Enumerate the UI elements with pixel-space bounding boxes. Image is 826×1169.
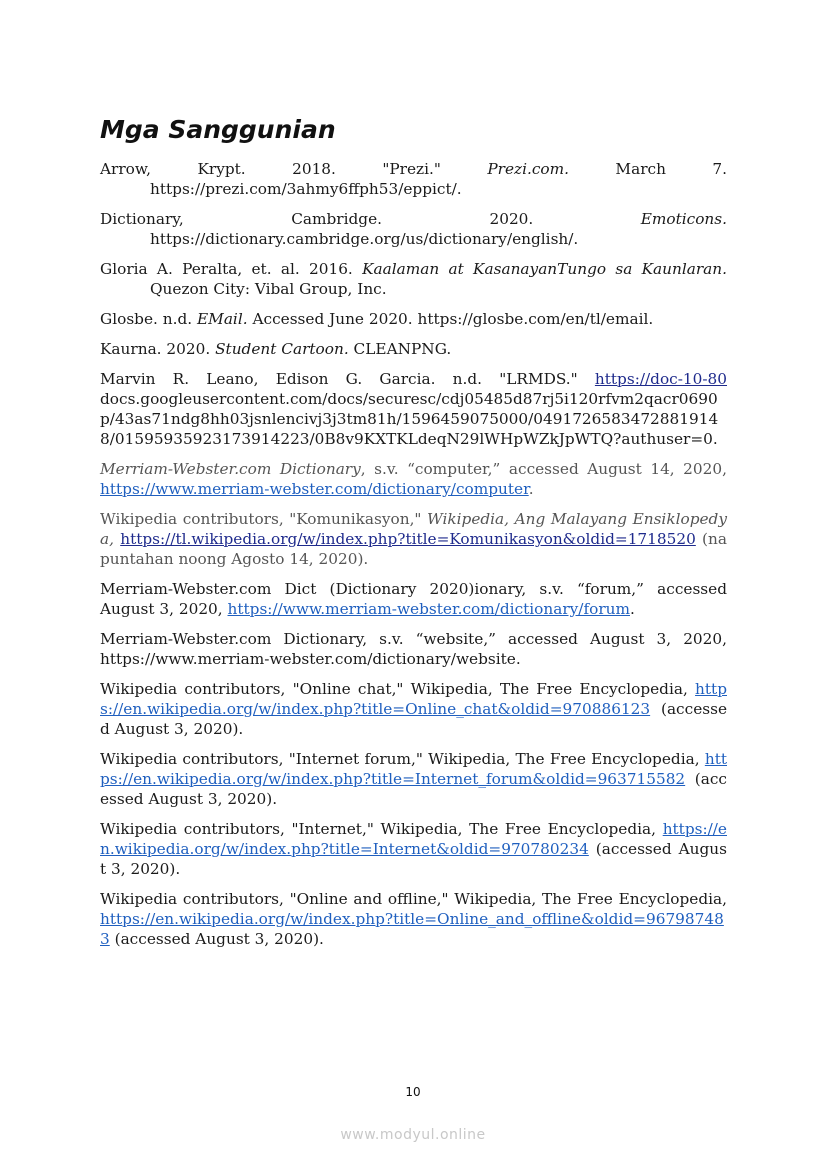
ref-text: Accessed June 2020. https://glosbe.com/en/tl/email. [247,310,654,328]
ref-text: . [528,480,534,498]
ref-text: Merriam-Webster.com Dictionary, s.v. “website,” accessed August 3, 2020, https://www.merriam-webster.com/dictionary/website. [100,630,727,668]
ref-text: CLEANPNG. [348,340,452,358]
ref-text: Wikipedia contributors, "Internet," Wikipedia, The Free Encyclopedia, [100,820,663,838]
ref-text: Kaurna. 2020. [100,340,216,358]
ref-link[interactable]: https://www.merriam-webster.com/dictionary/forum [227,600,630,618]
reference-kaurna [100,339,727,359]
ref-title: Student Cartoon. [215,340,349,358]
ref-link[interactable]: https://en.wikipedia.org/w/index.php?title=Internet&oldid=970780234 [100,820,727,858]
footer-watermark: www.modyul.online [340,1127,486,1143]
ref-text: Gloria A. Peralta, et. al. 2016. [100,260,363,278]
ref-text: Arrow, Krypt. 2018. "Prezi." [100,160,488,178]
reference-peralta [100,259,727,299]
ref-title: EMail. [196,310,248,328]
ref-text: Glosbe. n.d. [100,310,197,328]
ref-text: March 7. https://prezi.com/3ahmy6ffph53/eppict/. [150,160,727,198]
ref-text: Marvin R. Leano, Edison G. Garcia. n.d. "LRMDS." [100,370,595,388]
ref-text: Wikipedia contributors, "Online chat," Wikipedia, The Free Encyclopedia, [100,680,696,698]
references-list [100,159,727,959]
ref-link[interactable]: https://en.wikipedia.org/w/index.php?title=Online_chat&oldid=970886123 [100,680,727,718]
ref-text: (accessed August 3, 2020). [100,840,727,878]
reference-mw-website [100,629,727,669]
ref-text: docs.googleusercontent.com/docs/securesc/cdj05485d87rj5i120rfvm2qacr0690p/43as71ndg8hh03jsnlencivj3j3tm81h/1596459075000/04917265834728819148/01595935923173914223/0B8v9KXTKLdeqN29lWHpWZkJpWTQ?authuser=0. [100,390,719,448]
ref-text: (accessed August 3, 2020). [100,770,727,808]
reference-arrow [100,159,727,199]
ref-title: Emoticons. [640,210,727,228]
reference-mw-forum [100,579,727,619]
ref-text: . [630,600,635,618]
reference-wiki-chat [100,679,727,739]
reference-wiki-internet [100,819,727,879]
ref-link[interactable]: https://en.wikipedia.org/w/index.php?title=Online_and_offline&oldid=967987483 [100,910,724,948]
ref-title: Wikipedia, Ang Malayang Ensiklopedya, [100,510,727,548]
ref-text: , s.v. “computer,” accessed August 14, 2020, [360,460,727,478]
reference-mw-computer [100,459,727,499]
ref-text: (napuntahan noong Agosto 14, 2020). [100,530,727,568]
ref-text: (accessed August 3, 2020). [100,700,727,738]
ref-text: Wikipedia contributors, "Online and offline," Wikipedia, The Free Encyclopedia, [100,890,727,908]
ref-text: Quezon City: Vibal Group, Inc. [150,280,387,298]
ref-link[interactable]: https://tl.wikipedia.org/w/index.php?title=Komunikasyon&oldid=1718520 [120,530,696,548]
reference-leano [100,369,727,449]
page-title: Mga Sanggunian [100,114,336,144]
ref-text: Merriam-Webster.com Dict (Dictionary 2020)ionary, s.v. “forum,” accessed August 3, 2020, [100,580,727,618]
ref-link[interactable]: https://en.wikipedia.org/w/index.php?title=Internet_forum&oldid=963715582 [100,750,727,788]
ref-title: Prezi.com. [487,160,569,178]
reference-wiki-komunikasyon [100,509,727,569]
ref-text: Wikipedia contributors, "Internet forum," Wikipedia, The Free Encyclopedia, [100,750,705,768]
ref-text: Wikipedia contributors, "Komunikasyon," [100,510,428,528]
reference-wiki-forum [100,749,727,809]
reference-cambridge [100,209,727,249]
page-number: 10 [405,1085,421,1099]
reference-wiki-offline [100,889,727,949]
ref-text: Dictionary, Cambridge. 2020. [100,210,641,228]
ref-title: Kaalaman at KasanayanTungo sa Kaunlaran. [362,260,728,278]
ref-text: https://dictionary.cambridge.org/us/dictionary/english/. [150,230,579,248]
ref-link[interactable]: https://www.merriam-webster.com/dictionary/computer [100,480,529,498]
reference-glosbe [100,309,727,329]
ref-link[interactable]: https://doc-10-80 [594,370,727,388]
ref-title: Merriam-Webster.com Dictionary [100,460,361,478]
ref-text: (accessed August 3, 2020). [109,930,324,948]
